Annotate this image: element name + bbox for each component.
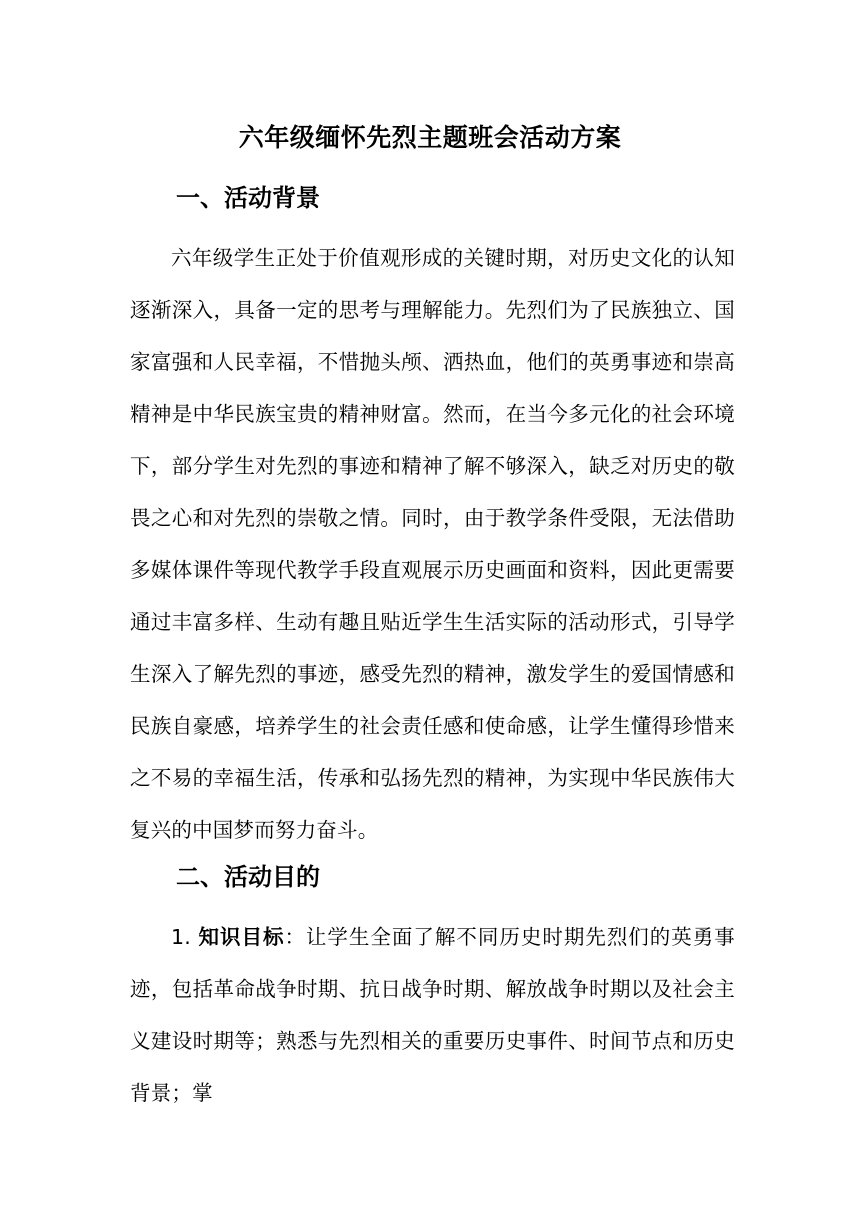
item-label: 知识目标 — [198, 925, 285, 949]
purpose-item-1 — [130, 911, 735, 1119]
background-paragraph: 六年级学生正处于价值观形成的关键时期，对历史文化的认知逐渐深入，具备一定的思考与理解能力。先烈们为了民族独立、国家富强和人民幸福，不惜抛头颅、洒热血，他们的英勇事迹和崇高精神是中华民族宝贵的精神财富。然而，在当今多元化的社会环境下，部分学生对先烈的事迹和精神了解不够深入，缺乏对历史的敬畏之心和对先烈的崇敬之情。同时，由于教学条件受限，无法借助多媒体课件等现代教学手段直观展示历史画面和资料，因此更需要通过丰富多样、生动有趣且贴近学生生活实际的活动形式，引导学生深入了解先烈的事迹，感受先烈的精神，激发学生的爱国情感和民族自豪感，培养学生的社会责任感和使命感，让学生懂得珍惜来之不易的幸福生活，传承和弘扬先烈的精神，为实现中华民族伟大复兴的中国梦而努力奋斗。 — [130, 246, 735, 842]
section-heading-background: 一、活动背景 — [176, 184, 320, 212]
section-heading-purpose: 二、活动目的 — [176, 863, 320, 891]
item-text: ：让学生全面了解不同历史时期先烈们的英勇事迹，包括革命战争时期、抗日战争时期、解放战争时期以及社会主义建设时期等；熟悉与先烈相关的重要历史事件、时间节点和历史背景；掌 — [130, 925, 735, 1105]
item-number: 1. — [171, 925, 199, 949]
document-title: 六年级缅怀先烈主题班会活动方案 — [238, 123, 622, 152]
